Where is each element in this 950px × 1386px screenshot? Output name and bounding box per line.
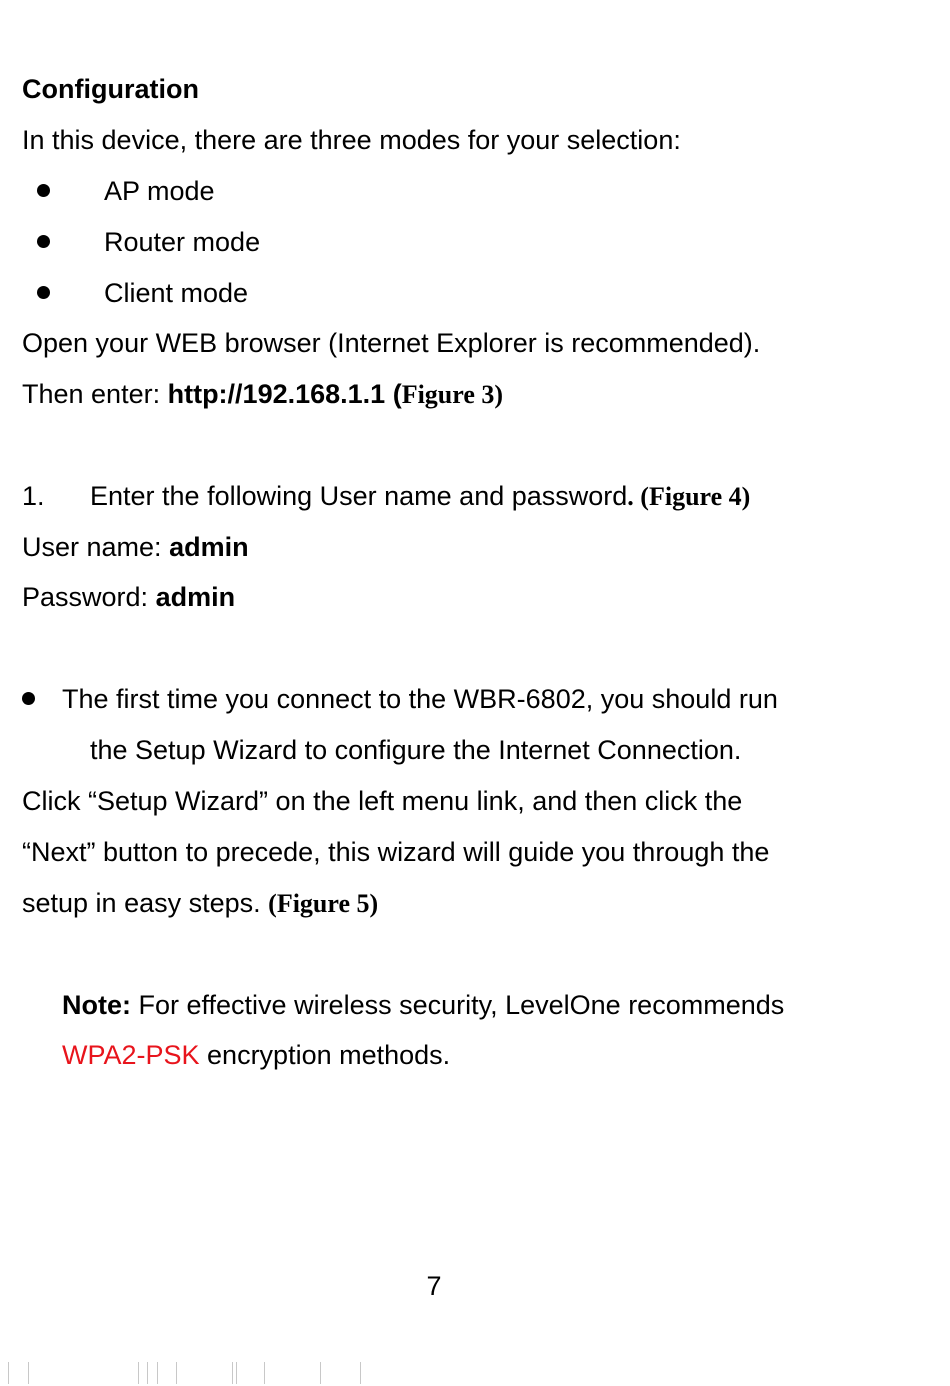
step-text: Enter the following User name and password [90,481,628,511]
page-number: 7 [426,1271,442,1301]
wizard-paren-close: ) [369,889,379,918]
url-prefix: Then enter: [22,379,168,409]
note-label: Note: [62,990,131,1020]
mode-label: Router mode [104,227,261,257]
mode-label: Client mode [104,278,249,308]
figure-ref: Figure 4 [648,482,742,511]
section-heading: Configuration [22,74,199,104]
figure-ref: Figure 3 [401,380,495,409]
note-line-2 [62,1039,450,1071]
intro-text: In this device, there are three modes for your selection: [22,125,681,155]
bullet-icon [22,692,35,705]
wizard-line-5-text: setup in easy steps. [22,888,269,918]
username-label: User name: [22,532,170,562]
bullet-icon [37,286,50,299]
password-label: Password: [22,582,156,612]
note-text-1: For effective wireless security, LevelOne recommends [131,990,785,1020]
password-value: admin [155,582,236,612]
url-paren-open: ( [385,379,402,409]
router-url: http://192.168.1.1 [167,379,386,409]
browser-instruction: Open your WEB browser (Internet Explorer is recommended). [22,328,761,358]
scan-artifacts [0,1362,950,1386]
step-number: 1. [22,481,45,511]
step-paren-close: ) [741,482,751,511]
wizard-line-2: the Setup Wizard to configure the Internet Connection. [90,735,742,765]
password-line [22,581,235,613]
url-line [22,378,503,411]
wizard-line-4: “Next” button to precede, this wizard will guide you through the [22,837,770,867]
wizard-line-1: The first time you connect to the WBR-6802, you should run [62,684,778,714]
url-paren-close: ) [494,380,504,409]
username-line [22,531,249,563]
step-text-line [90,480,750,513]
username-value: admin [169,532,249,562]
bullet-icon [37,235,50,248]
note-text-2: encryption methods. [199,1040,451,1070]
step-paren-open: . ( [627,482,649,511]
bullet-icon [37,184,50,197]
wizard-line-5 [22,887,378,920]
wizard-paren-open: ( [268,889,277,918]
note-highlight: WPA2-PSK [62,1040,200,1070]
figure-ref: Figure 5 [276,889,370,918]
note-line-1 [62,989,784,1021]
mode-label: AP mode [104,176,215,206]
wizard-line-3: Click “Setup Wizard” on the left menu link, and then click the [22,786,743,816]
